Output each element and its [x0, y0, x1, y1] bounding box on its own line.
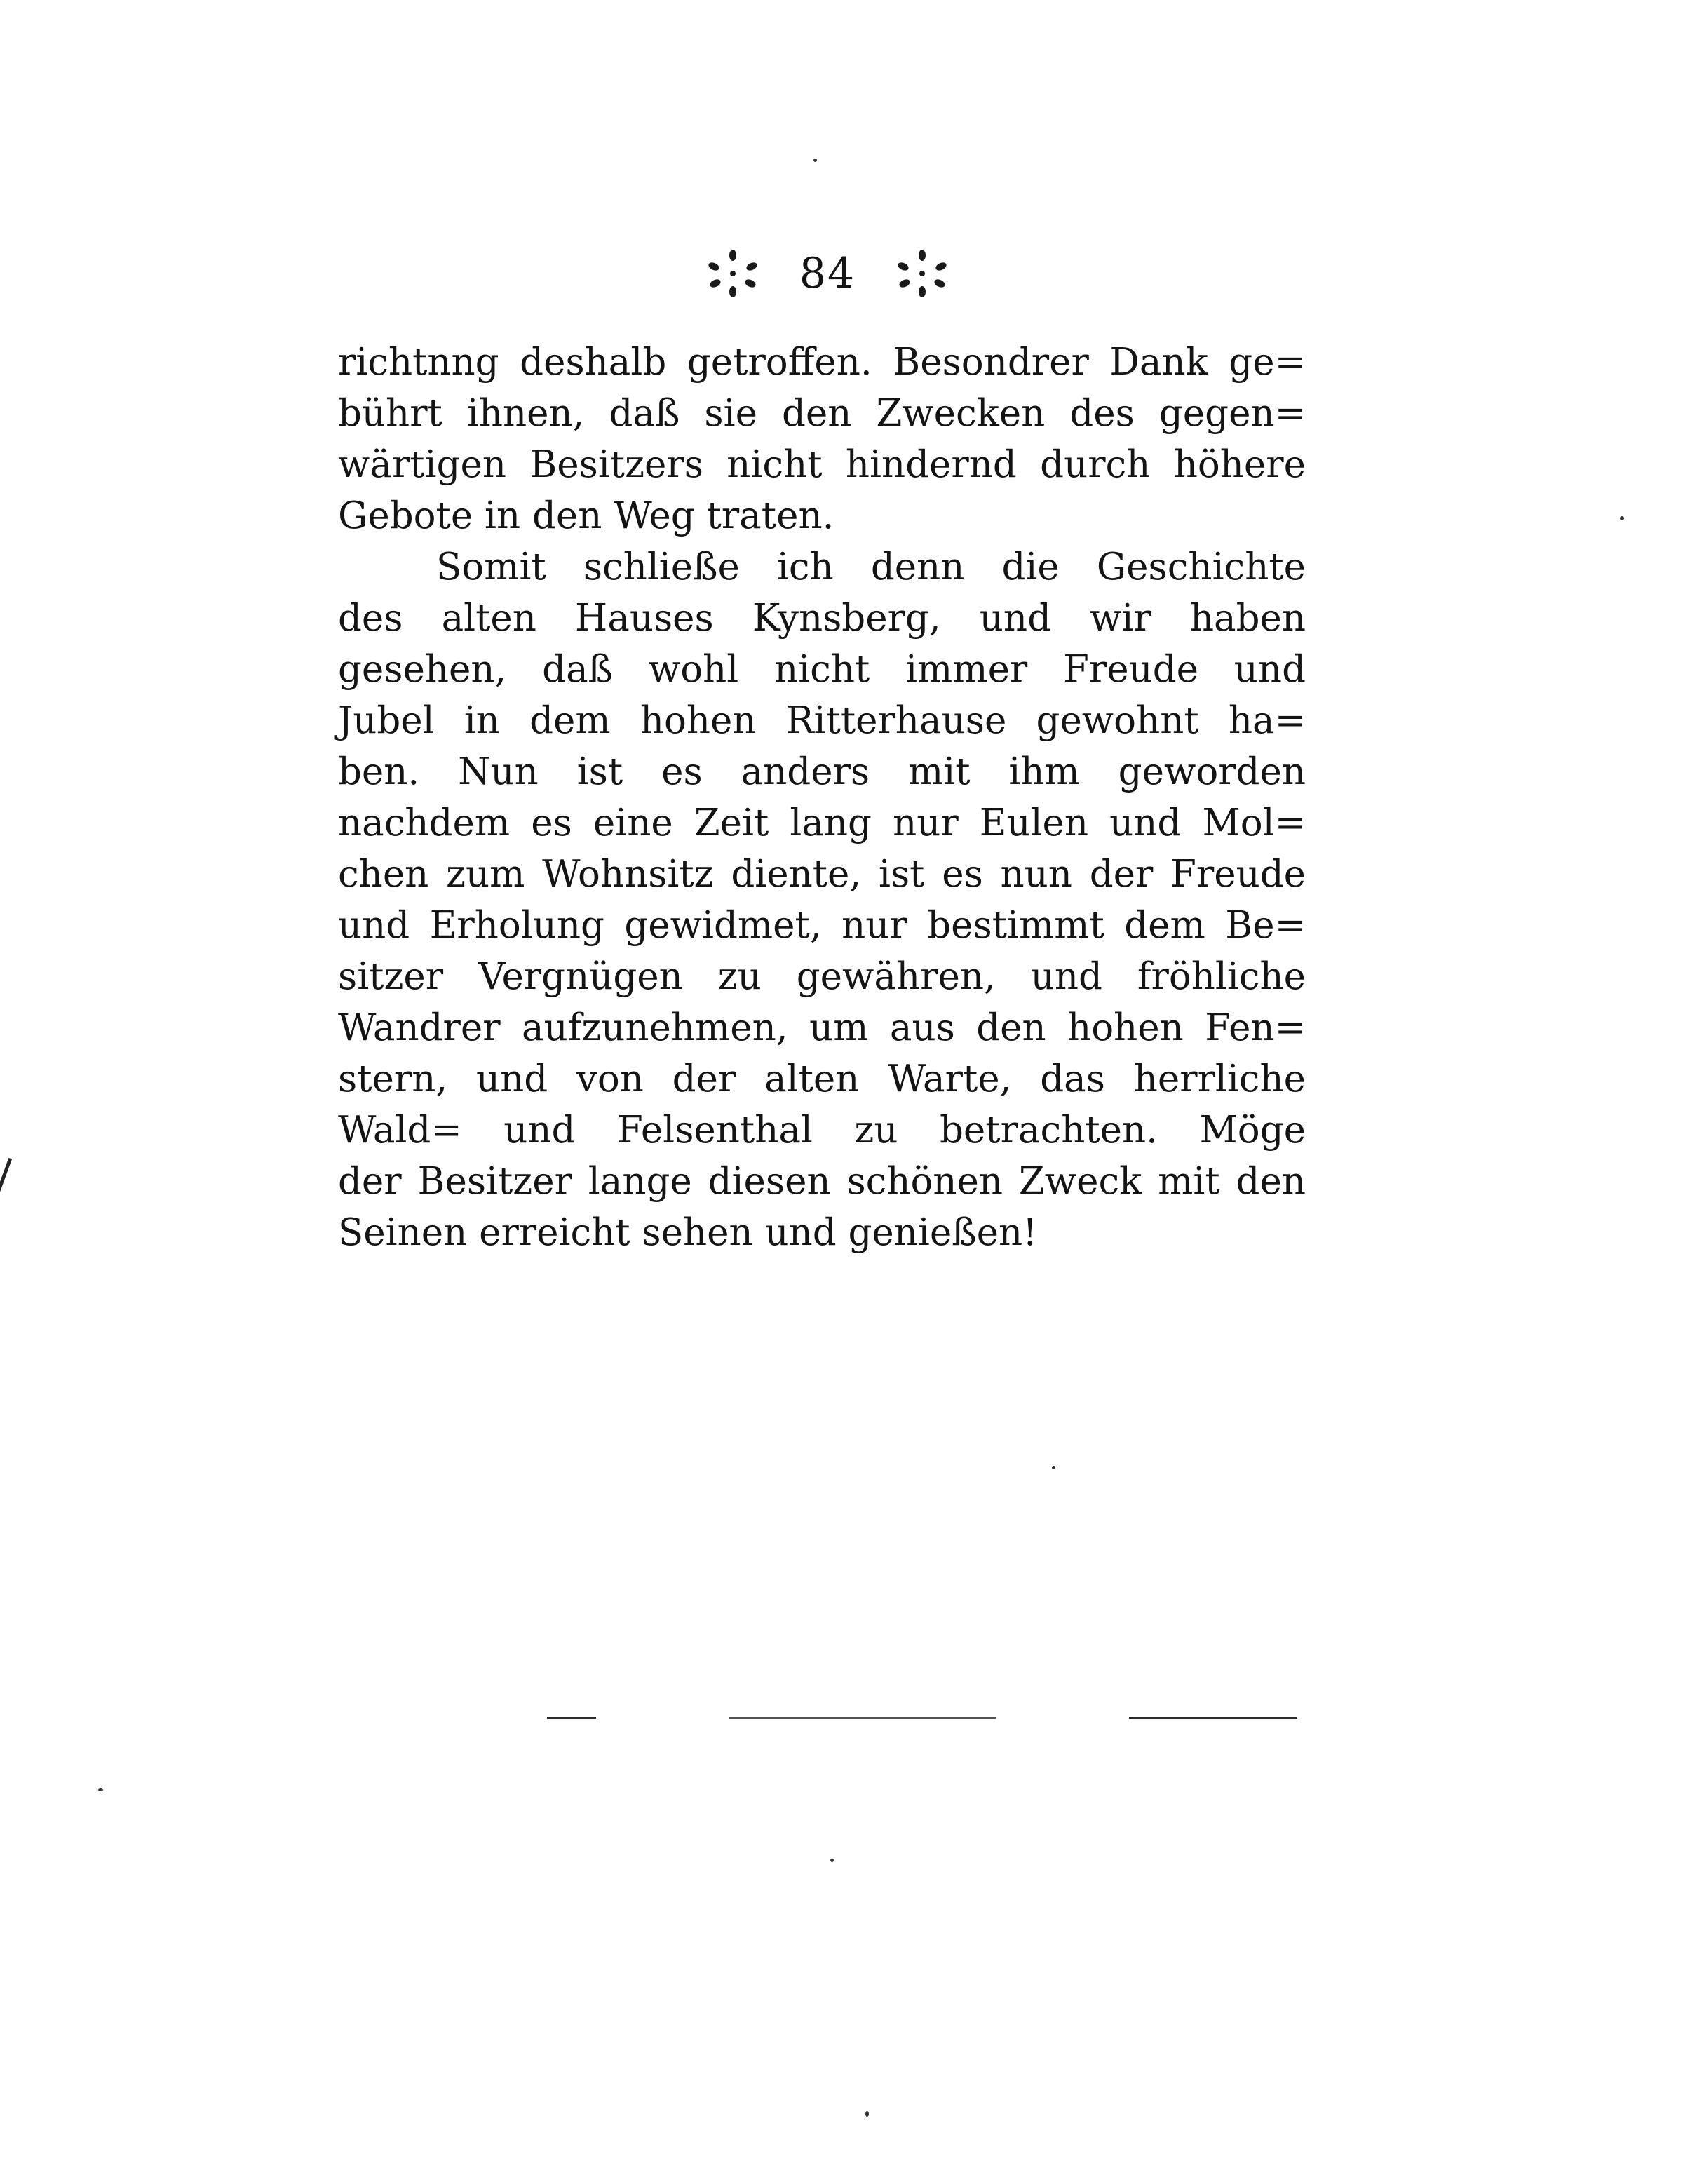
- body-text: [338, 337, 1306, 1258]
- text-line: und Erholung gewidmet, nur bestimmt dem Be=: [338, 904, 1306, 947]
- asterisk-ornament-icon: [895, 248, 949, 299]
- paper-speck: [813, 159, 817, 162]
- paper-edge-mark: [0, 1158, 12, 1199]
- text-line: Wald= und Felsenthal zu betrachten. Möge: [338, 1109, 1306, 1152]
- text-line: Gebote in den Weg traten.: [338, 494, 834, 537]
- text-line: Jubel in dem hohen Ritterhause gewohnt ha=: [338, 699, 1306, 742]
- text-line: Wandrer aufzunehmen, um aus den hohen Fen=: [338, 1006, 1306, 1049]
- page-number: 84: [799, 249, 856, 298]
- end-rule: [547, 1717, 1304, 1723]
- text-line: stern, und von der alten Warte, das herrliche: [338, 1058, 1306, 1100]
- asterisk-ornament-icon: [705, 248, 760, 299]
- paper-speck: [1620, 516, 1624, 520]
- paper-speck: [1052, 1466, 1055, 1469]
- text-line: sitzer Vergnügen zu gewähren, und fröhliche: [338, 955, 1306, 998]
- paragraph: [338, 541, 1306, 1258]
- text-line: des alten Hauses Kynsberg, und wir haben: [338, 597, 1306, 640]
- rule-segment: [1129, 1717, 1297, 1719]
- text-line: richtnng deshalb getroffen. Besondrer Dank ge=: [338, 341, 1306, 384]
- paper-speck: [865, 2111, 869, 2117]
- rule-segment: [547, 1717, 596, 1719]
- text-line: der Besitzer lange diesen schönen Zweck mit den: [338, 1160, 1306, 1203]
- text-line: wärtigen Besitzers nicht hindernd durch höhere: [338, 443, 1306, 486]
- text-line: Somit schließe ich denn die Geschichte: [436, 546, 1306, 588]
- text-line: ben. Nun ist es anders mit ihm geworden: [338, 750, 1306, 793]
- text-line: bührt ihnen, daß sie den Zwecken des gegen=: [338, 392, 1306, 435]
- page-header: [687, 245, 968, 302]
- rule-segment: [729, 1717, 996, 1719]
- text-line: chen zum Wohnsitz diente, ist es nun der Freude: [338, 853, 1306, 896]
- paragraph: [338, 337, 1306, 541]
- text-line: Seinen erreicht sehen und genießen!: [338, 1211, 1038, 1254]
- paper-speck: [98, 1788, 103, 1791]
- paper-speck: [830, 1859, 834, 1862]
- text-line: gesehen, daß wohl nicht immer Freude und: [338, 648, 1306, 691]
- text-line: nachdem es eine Zeit lang nur Eulen und Mol=: [338, 802, 1306, 844]
